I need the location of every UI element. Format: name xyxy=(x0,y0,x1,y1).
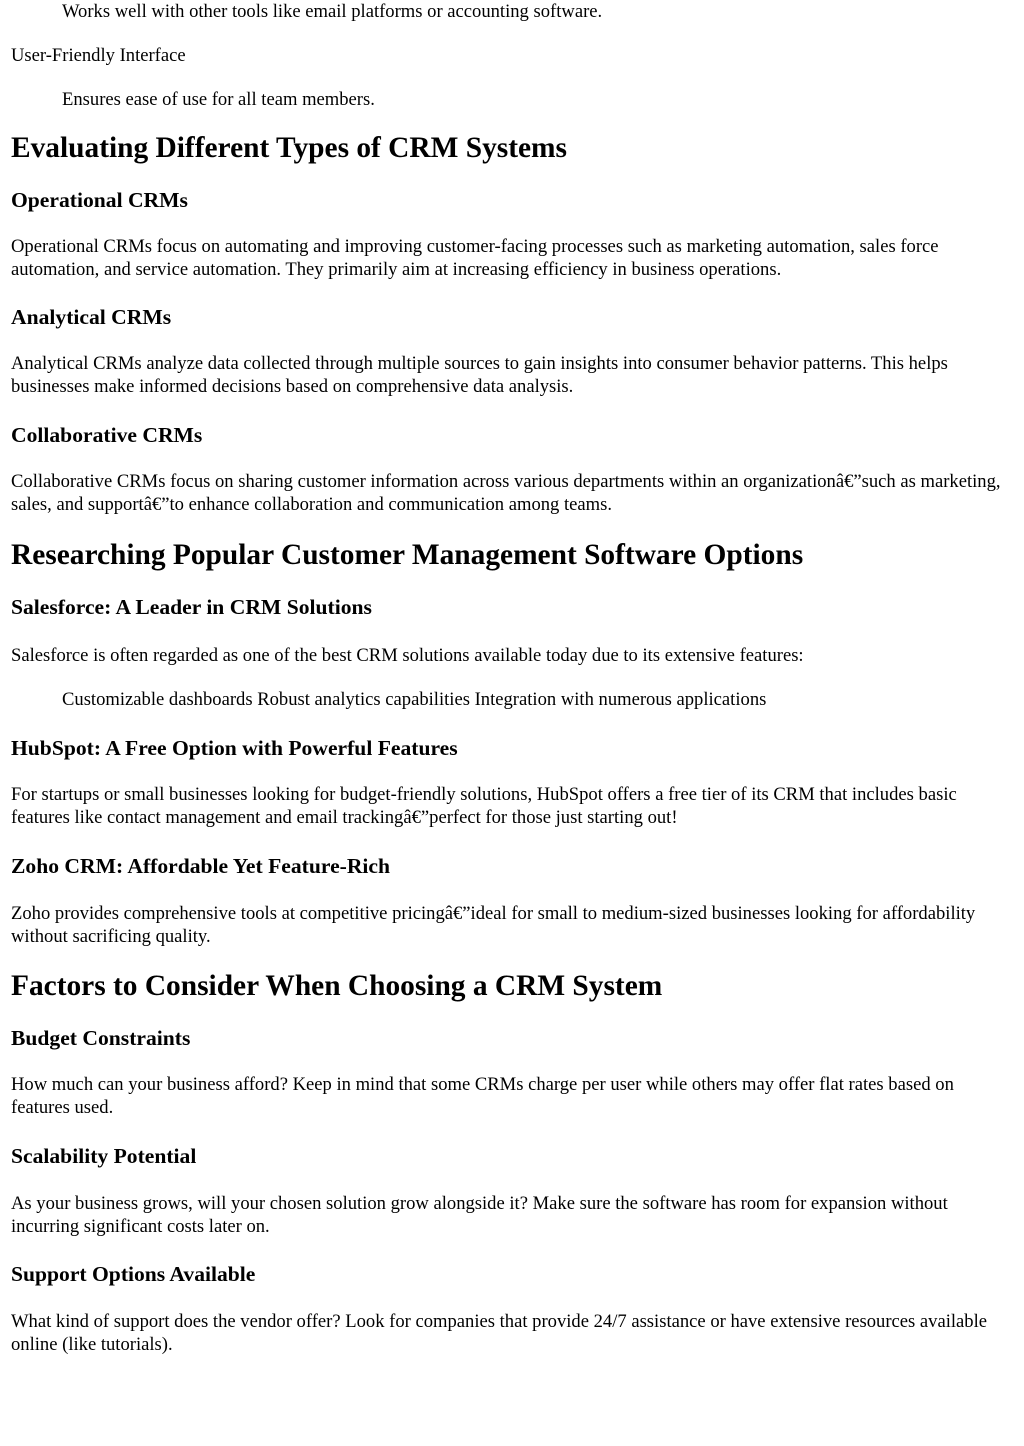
hubspot-heading: HubSpot: A Free Option with Powerful Features xyxy=(11,736,458,760)
types-heading: Evaluating Different Types of CRM Systems xyxy=(11,132,567,164)
collaborative-crms-heading: Collaborative CRMs xyxy=(11,423,203,447)
software-options-heading: Researching Popular Customer Management Software Options xyxy=(11,539,804,571)
salesforce-heading: Salesforce: A Leader in CRM Solutions xyxy=(11,595,372,619)
factors-heading: Factors to Consider When Choosing a CRM System xyxy=(11,970,663,1002)
user-friendly-interface-label: User-Friendly Interface xyxy=(11,45,186,66)
budget-constraints-body: How much can your business afford? Keep in mind that some CRMs charge per user while others may offer flat rates based on features used. xyxy=(11,1074,954,1118)
support-options-heading: Support Options Available xyxy=(11,1262,256,1286)
user-friendly-interface-description: Ensures ease of use for all team members. xyxy=(62,89,375,110)
integration-description: Works well with other tools like email platforms or accounting software. xyxy=(62,1,603,22)
salesforce-body: Salesforce is often regarded as one of the best CRM solutions available today due to its extensive features: xyxy=(11,645,804,666)
hubspot-body: For startups or small businesses looking for budget-friendly solutions, HubSpot offers a free tier of its CRM that includes basic features like contact management and email trackingâ€”perfect for those just starting out! xyxy=(11,784,957,828)
budget-constraints-heading: Budget Constraints xyxy=(11,1026,191,1050)
salesforce-features: Customizable dashboards Robust analytics capabilities Integration with numerous applications xyxy=(62,689,767,710)
scalability-potential-body: As your business grows, will your chosen solution grow alongside it? Make sure the software has room for expansion without incurring significant costs later on. xyxy=(11,1193,948,1237)
support-options-body: What kind of support does the vendor offer? Look for companies that provide 24/7 assistance or have extensive resources available online (like tutorials). xyxy=(11,1311,988,1355)
analytical-crms-heading: Analytical CRMs xyxy=(11,305,172,329)
analytical-crms-body: Analytical CRMs analyze data collected through multiple sources to gain insights into consumer behavior patterns. This helps businesses make informed decisions based on comprehensive data analysis. xyxy=(11,353,948,397)
zoho-body: Zoho provides comprehensive tools at competitive pricingâ€”ideal for small to medium-sized businesses looking for affordability without sacrificing quality. xyxy=(11,903,976,947)
operational-crms-body: Operational CRMs focus on automating and improving customer-facing processes such as marketing automation, sales force automation, and service automation. They primarily aim at increasing efficiency in business operations. xyxy=(11,236,939,280)
scalability-potential-heading: Scalability Potential xyxy=(11,1144,197,1168)
operational-crms-heading: Operational CRMs xyxy=(11,188,188,212)
zoho-heading: Zoho CRM: Affordable Yet Feature-Rich xyxy=(11,854,391,878)
collaborative-crms-body: Collaborative CRMs focus on sharing customer information across various departments within an organizationâ€”such as marketing, sales, and supportâ€”to enhance collaboration and communication among teams. xyxy=(11,471,1001,515)
